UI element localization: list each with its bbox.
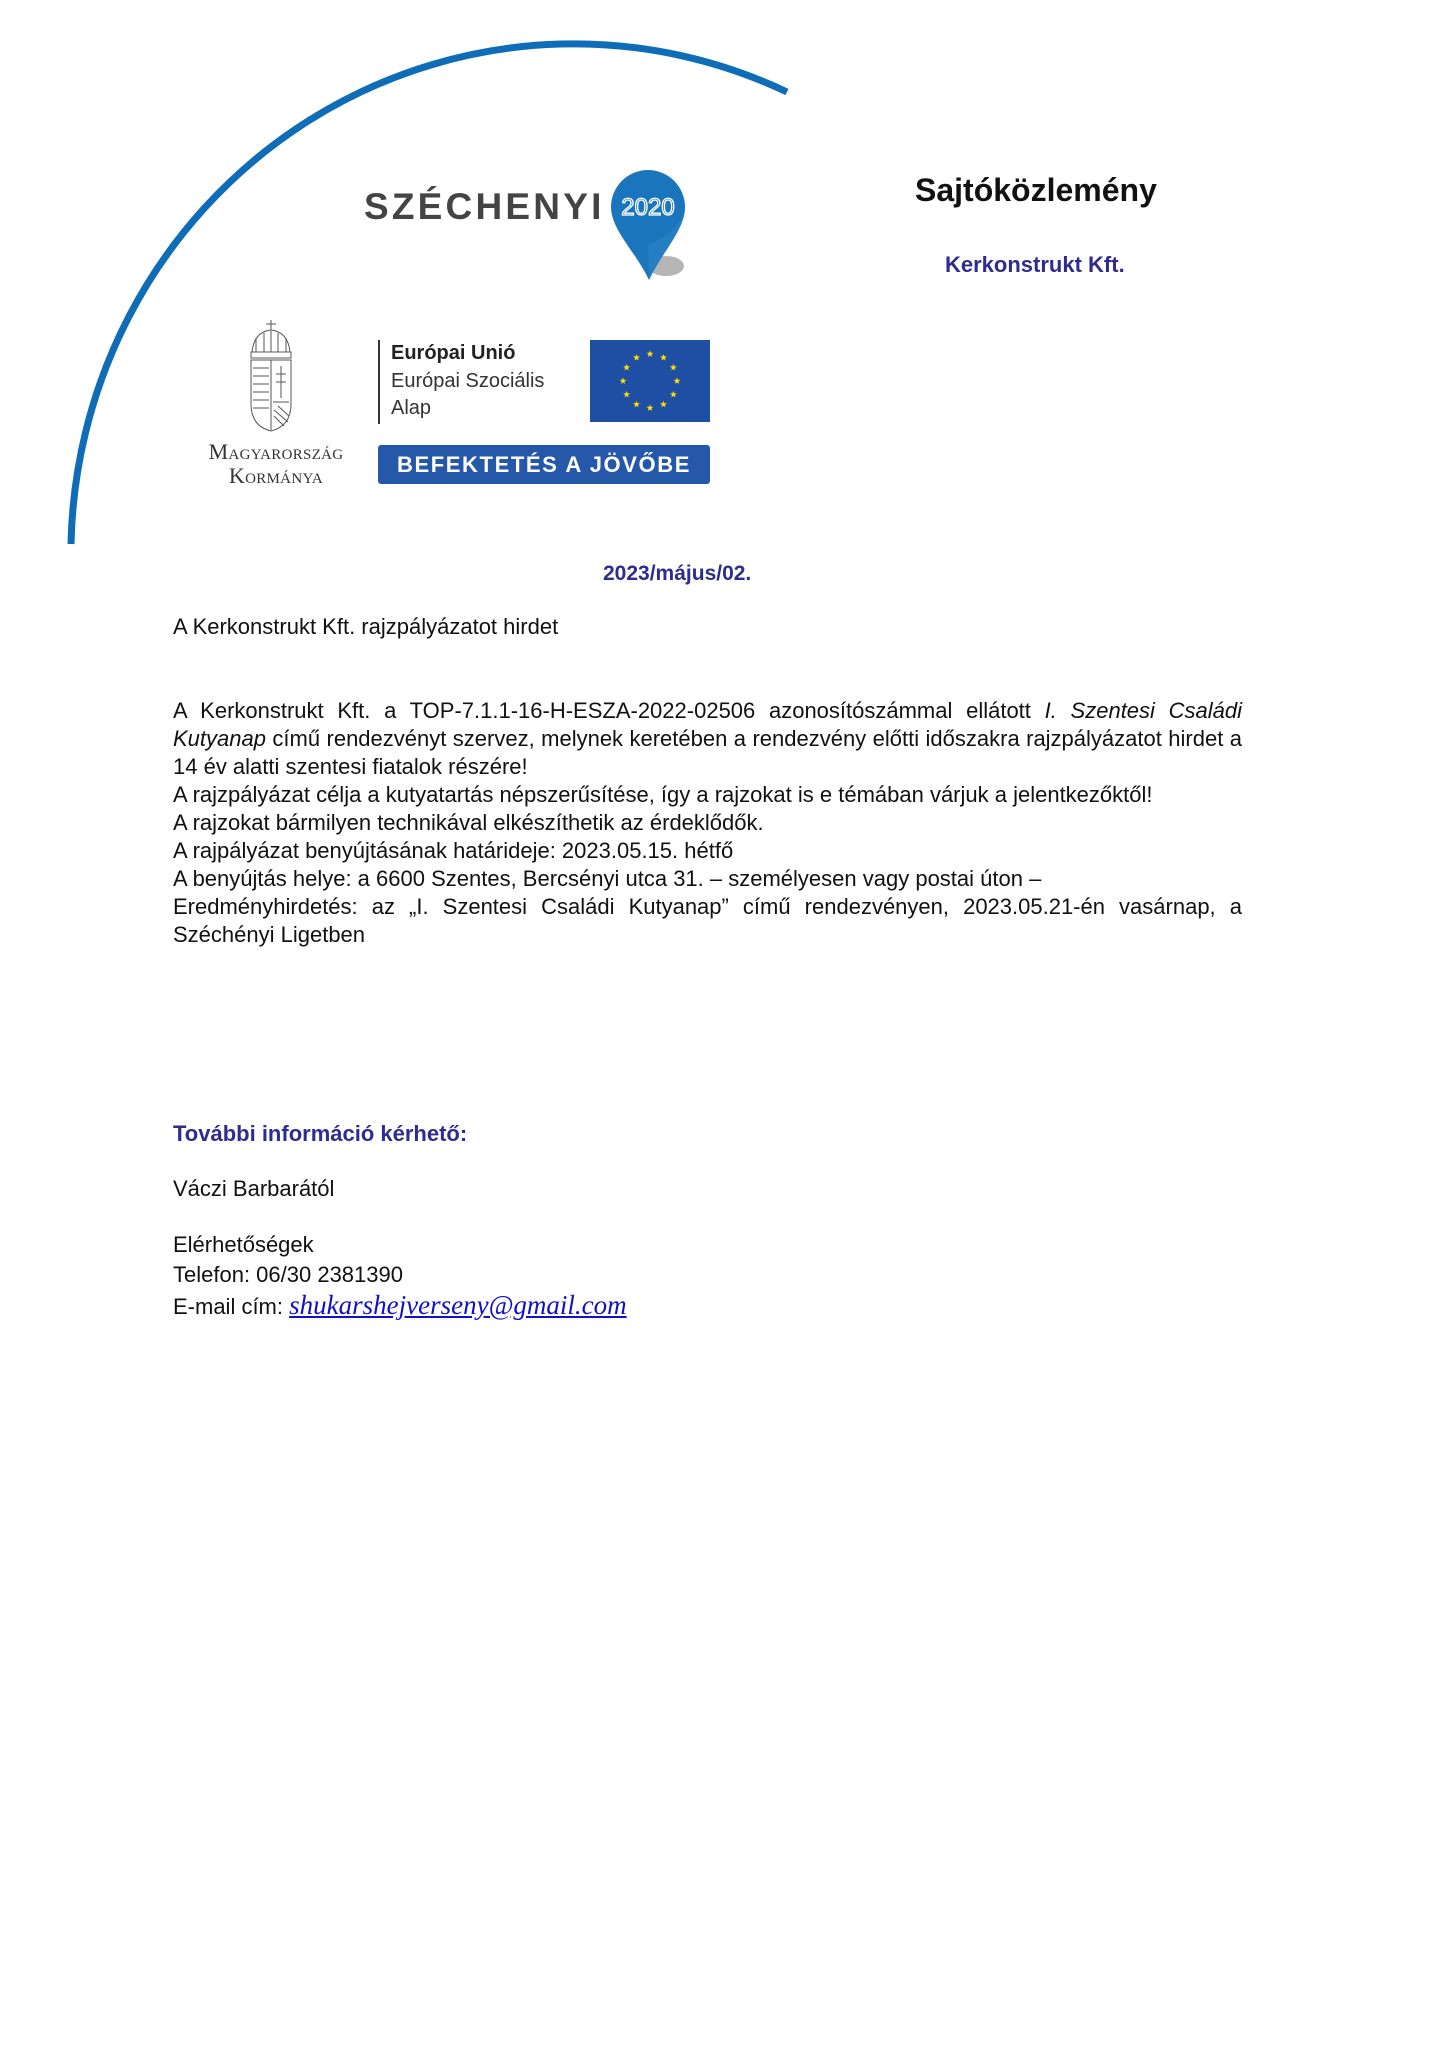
eu-star xyxy=(647,350,654,357)
press-release-title: Sajtóközlemény xyxy=(915,172,1157,208)
eu-flag-icon xyxy=(590,340,710,422)
eu-star xyxy=(647,404,654,411)
paragraph-6: Eredményhirdetés: az „I. Szentesi Családi Kutyanap” című rendezvényen, 2023.05.21-én vasárnap, a Széchényi Ligetben xyxy=(173,894,1242,947)
eu-star xyxy=(660,401,667,408)
eu-star xyxy=(670,391,677,398)
paragraph-4: A rajpályázat benyújtásának határideje: 2023.05.15. hétfő xyxy=(173,838,734,863)
body-text xyxy=(173,697,1242,949)
szechenyi-logo-text: SZÉCHENYI xyxy=(364,186,605,227)
paragraph-3: A rajzokat bármilyen technikával elkészíthetik az érdeklődők. xyxy=(173,810,764,835)
contact-details xyxy=(173,1231,627,1321)
eu-line1: Európai Unió xyxy=(391,342,516,364)
company-name: Kerkonstrukt Kft. xyxy=(945,252,1125,277)
contact-name: Váczi Barbarától xyxy=(173,1176,335,1201)
email-label: E-mail cím: xyxy=(173,1294,290,1319)
eu-star xyxy=(670,364,677,371)
contact-label: Elérhetőségek xyxy=(173,1232,314,1257)
contact-heading: További információ kérhető: xyxy=(173,1121,468,1146)
eu-star xyxy=(623,391,630,398)
government-logo-text xyxy=(186,440,366,488)
event-name: I. Szentesi Családi Kutyanap xyxy=(173,698,1243,751)
email-link[interactable]: shukarshejverseny@gmail.com xyxy=(289,1290,627,1320)
paragraph-2: A rajzpályázat célja a kutyatartás népszerűsítése, így a rajzokat is e témában várjuk a jelentkezőktől! xyxy=(173,782,1153,807)
gov-name-line2: Kormánya xyxy=(228,463,324,488)
eu-star xyxy=(633,354,640,361)
coat-of-arms-icon xyxy=(246,318,296,434)
p1-text-end: című rendezvényt szervez, melynek keretében a rendezvény előtti időszakra rajzpályázatot hirdet a 14 év alatti szentesi fiatalok részére! xyxy=(173,726,1242,779)
gov-name-line1: Magyarország xyxy=(208,439,344,464)
szechenyi-2020-pin-icon xyxy=(600,160,700,290)
decorative-arc xyxy=(0,0,1448,600)
p1-text-start: A Kerkonstrukt Kft. a TOP-7.1.1-16-H-ESZA-2022-02506 azonosítószámmal ellátott xyxy=(173,698,1045,723)
contact-email-row xyxy=(173,1291,627,1321)
paragraph-1 xyxy=(173,697,1242,781)
paragraph-5: A benyújtás helye: a 6600 Szentes, Bercsényi utca 31. – személyesen vagy postai úton – xyxy=(173,866,1042,891)
eu-line2: Európai Szociális xyxy=(391,369,545,392)
eu-line3: Alap xyxy=(391,397,432,419)
eu-stars xyxy=(590,340,710,422)
eu-star xyxy=(633,401,640,408)
contact-phone: Telefon: 06/30 2381390 xyxy=(173,1262,403,1287)
headline: A Kerkonstrukt Kft. rajzpályázatot hirdet xyxy=(173,614,559,639)
eu-logo-text xyxy=(391,340,544,423)
eu-star xyxy=(660,354,667,361)
eu-logo-divider xyxy=(378,340,380,424)
pin-year: 2020 xyxy=(621,194,675,221)
release-date: 2023/május/02. xyxy=(603,562,752,585)
eu-star xyxy=(623,364,630,371)
eu-star xyxy=(674,377,681,384)
eu-star xyxy=(620,377,627,384)
eu-banner: BEFEKTETÉS A JÖVŐBE xyxy=(378,445,710,484)
